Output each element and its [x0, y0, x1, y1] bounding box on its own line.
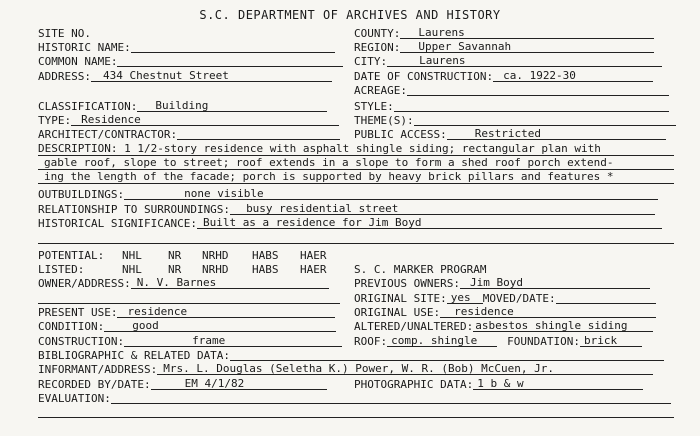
themes-row — [354, 114, 676, 127]
photographic-value: 1 b & w — [473, 378, 643, 390]
public-access-value: Restricted — [447, 128, 666, 140]
original-use-value: residence — [440, 306, 656, 318]
outbuildings-value: none visible — [124, 188, 658, 200]
original-site-label: ORIGINAL SITE: — [354, 292, 447, 305]
present-use-value: residence — [117, 306, 335, 318]
common-name-row — [38, 55, 343, 68]
present-use-label: PRESENT USE: — [38, 306, 118, 319]
construction-row — [38, 335, 342, 348]
original-site-value: yes — [447, 292, 483, 304]
region-row — [354, 41, 654, 54]
site-no-row — [38, 27, 91, 40]
date-of-construction-value: ca. 1922-30 — [493, 70, 653, 82]
style-field — [394, 100, 669, 112]
bibliographic-field — [230, 349, 664, 361]
evaluation-field — [111, 392, 671, 404]
relationship-label: RELATIONSHIP TO SURROUNDINGS: — [38, 203, 231, 216]
evaluation-extra-line — [38, 406, 674, 419]
significance-row — [38, 217, 662, 230]
potential-habs: HABS — [252, 249, 279, 262]
potential-label: POTENTIAL: — [38, 249, 105, 262]
listed-label: LISTED: — [38, 263, 85, 276]
classification-value: Building — [137, 100, 327, 112]
roof-label: ROOF: — [354, 335, 388, 348]
county-label: COUNTY: — [354, 27, 401, 40]
moved-date-field — [556, 292, 656, 304]
original-use-label: ORIGINAL USE: — [354, 306, 441, 319]
roof-foundation-row — [354, 335, 642, 348]
moved-date-label: MOVED/DATE: — [482, 292, 556, 305]
evaluation-label: EVALUATION: — [38, 392, 111, 405]
public-access-label: PUBLIC ACCESS: — [354, 128, 447, 141]
evaluation-row — [38, 392, 671, 405]
acreage-label: ACREAGE: — [354, 84, 407, 97]
themes-label: THEME(S): — [354, 114, 414, 127]
architect-row — [38, 128, 340, 141]
description-block — [38, 142, 674, 184]
altered-label: ALTERED/UNALTERED: — [354, 320, 474, 333]
historic-name-label: HISTORIC NAME: — [38, 41, 131, 54]
condition-label: CONDITION: — [38, 320, 105, 333]
region-value: Upper Savannah — [400, 41, 654, 53]
listed-nhl: NHL — [122, 263, 142, 276]
common-name-label: COMMON NAME: — [38, 55, 118, 68]
foundation-label: FOUNDATION: — [507, 335, 580, 348]
public-access-row — [354, 128, 666, 141]
original-site-row — [354, 292, 656, 305]
previous-owners-label: PREVIOUS OWNERS: — [354, 277, 460, 290]
themes-field — [414, 114, 676, 126]
evaluation-blank-field — [38, 406, 674, 418]
relationship-row — [38, 203, 655, 216]
listed-haer: HAER — [300, 263, 327, 276]
architect-field — [177, 128, 340, 140]
marker-program-row — [354, 263, 486, 276]
region-label: REGION: — [354, 41, 401, 54]
owner-value: N. V. Barnes — [131, 277, 329, 289]
foundation-value: brick — [580, 335, 642, 347]
owner-label: OWNER/ADDRESS: — [38, 277, 131, 290]
form-title: S.C. DEPARTMENT OF ARCHIVES AND HISTORY — [199, 8, 501, 22]
historic-name-field — [131, 41, 335, 53]
city-label: CITY: — [354, 55, 388, 68]
potential-haer: HAER — [300, 249, 327, 262]
description-line-3: ing the length of the facade; porch is supported by heavy brick pillars and features * — [38, 170, 674, 184]
classification-label: CLASSIFICATION: — [38, 100, 138, 113]
construction-label: CONSTRUCTION: — [38, 335, 125, 348]
acreage-field — [407, 84, 669, 96]
bibliographic-row — [38, 349, 664, 362]
type-label: TYPE: — [38, 114, 72, 127]
altered-row — [354, 320, 653, 333]
county-value: Laurens — [400, 27, 654, 39]
owner-blank-field — [38, 292, 340, 304]
type-row — [38, 114, 339, 127]
outbuildings-row — [38, 188, 658, 201]
listed-nr: NR — [168, 263, 182, 276]
historic-name-row — [38, 41, 335, 54]
altered-value: asbestos shingle siding — [473, 320, 653, 332]
potential-nr: NR — [168, 249, 182, 262]
city-value: Laurens — [387, 55, 662, 67]
previous-owners-row — [354, 277, 650, 290]
informant-value: Mrs. L. Douglas (Seletha K.) Power, W. R. (Bob) McCuen, Jr. — [157, 363, 653, 375]
significance-blank-field — [38, 232, 674, 244]
relationship-value: busy residential street — [230, 203, 655, 215]
date-of-construction-label: DATE OF CONSTRUCTION: — [354, 70, 494, 83]
informant-label: INFORMANT/ADDRESS: — [38, 363, 158, 376]
original-use-row — [354, 306, 656, 319]
construction-value: frame — [124, 335, 342, 347]
recorded-row — [38, 378, 327, 391]
date-row — [354, 70, 653, 83]
condition-row — [38, 320, 336, 333]
photographic-row — [354, 378, 643, 391]
address-value: 434 Chestnut Street — [91, 70, 332, 82]
common-name-field — [117, 55, 343, 67]
significance-value: Built as a residence for Jim Boyd — [197, 217, 662, 229]
marker-program-label: S. C. MARKER PROGRAM — [354, 263, 487, 276]
description-line-2: gable roof, slope to street; roof extends in a slope to form a shed roof porch extend- — [38, 156, 674, 170]
potential-nhl: NHL — [122, 249, 142, 262]
roof-value: comp. shingle — [387, 335, 497, 347]
type-value: Residence — [71, 114, 339, 126]
city-row — [354, 55, 662, 68]
style-label: STYLE: — [354, 100, 394, 113]
listed-habs: HABS — [252, 263, 279, 276]
owner-row — [38, 277, 329, 290]
present-use-row — [38, 306, 335, 319]
informant-row — [38, 363, 653, 376]
photographic-label: PHOTOGRAPHIC DATA: — [354, 378, 474, 391]
address-label: ADDRESS: — [38, 70, 91, 83]
potential-nrhd: NRHD — [202, 249, 229, 262]
style-row — [354, 100, 669, 113]
listed-nrhd: NRHD — [202, 263, 229, 276]
listed-row — [38, 263, 327, 276]
recorded-value: EM 4/1/82 — [151, 378, 327, 390]
architect-label: ARCHITECT/CONTRACTOR: — [38, 128, 178, 141]
previous-owners-value: Jim Boyd — [460, 277, 650, 289]
recorded-label: RECORDED BY/DATE: — [38, 378, 151, 391]
acreage-row — [354, 84, 669, 97]
address-row — [38, 70, 332, 83]
potential-row — [38, 249, 327, 262]
site-no-label: SITE NO. — [38, 27, 91, 40]
description-line-1: DESCRIPTION: 1 1/2-story residence with asphalt shingle siding; rectangular plan with — [38, 142, 674, 156]
owner-extra-line — [38, 292, 340, 305]
significance-extra-line — [38, 232, 674, 245]
classification-row — [38, 100, 327, 113]
condition-value: good — [104, 320, 336, 332]
outbuildings-label: OUTBUILDINGS: — [38, 188, 125, 201]
significance-label: HISTORICAL SIGNIFICANCE: — [38, 217, 197, 230]
county-row — [354, 27, 654, 40]
bibliographic-label: BIBLIOGRAPHIC & RELATED DATA: — [38, 349, 231, 362]
